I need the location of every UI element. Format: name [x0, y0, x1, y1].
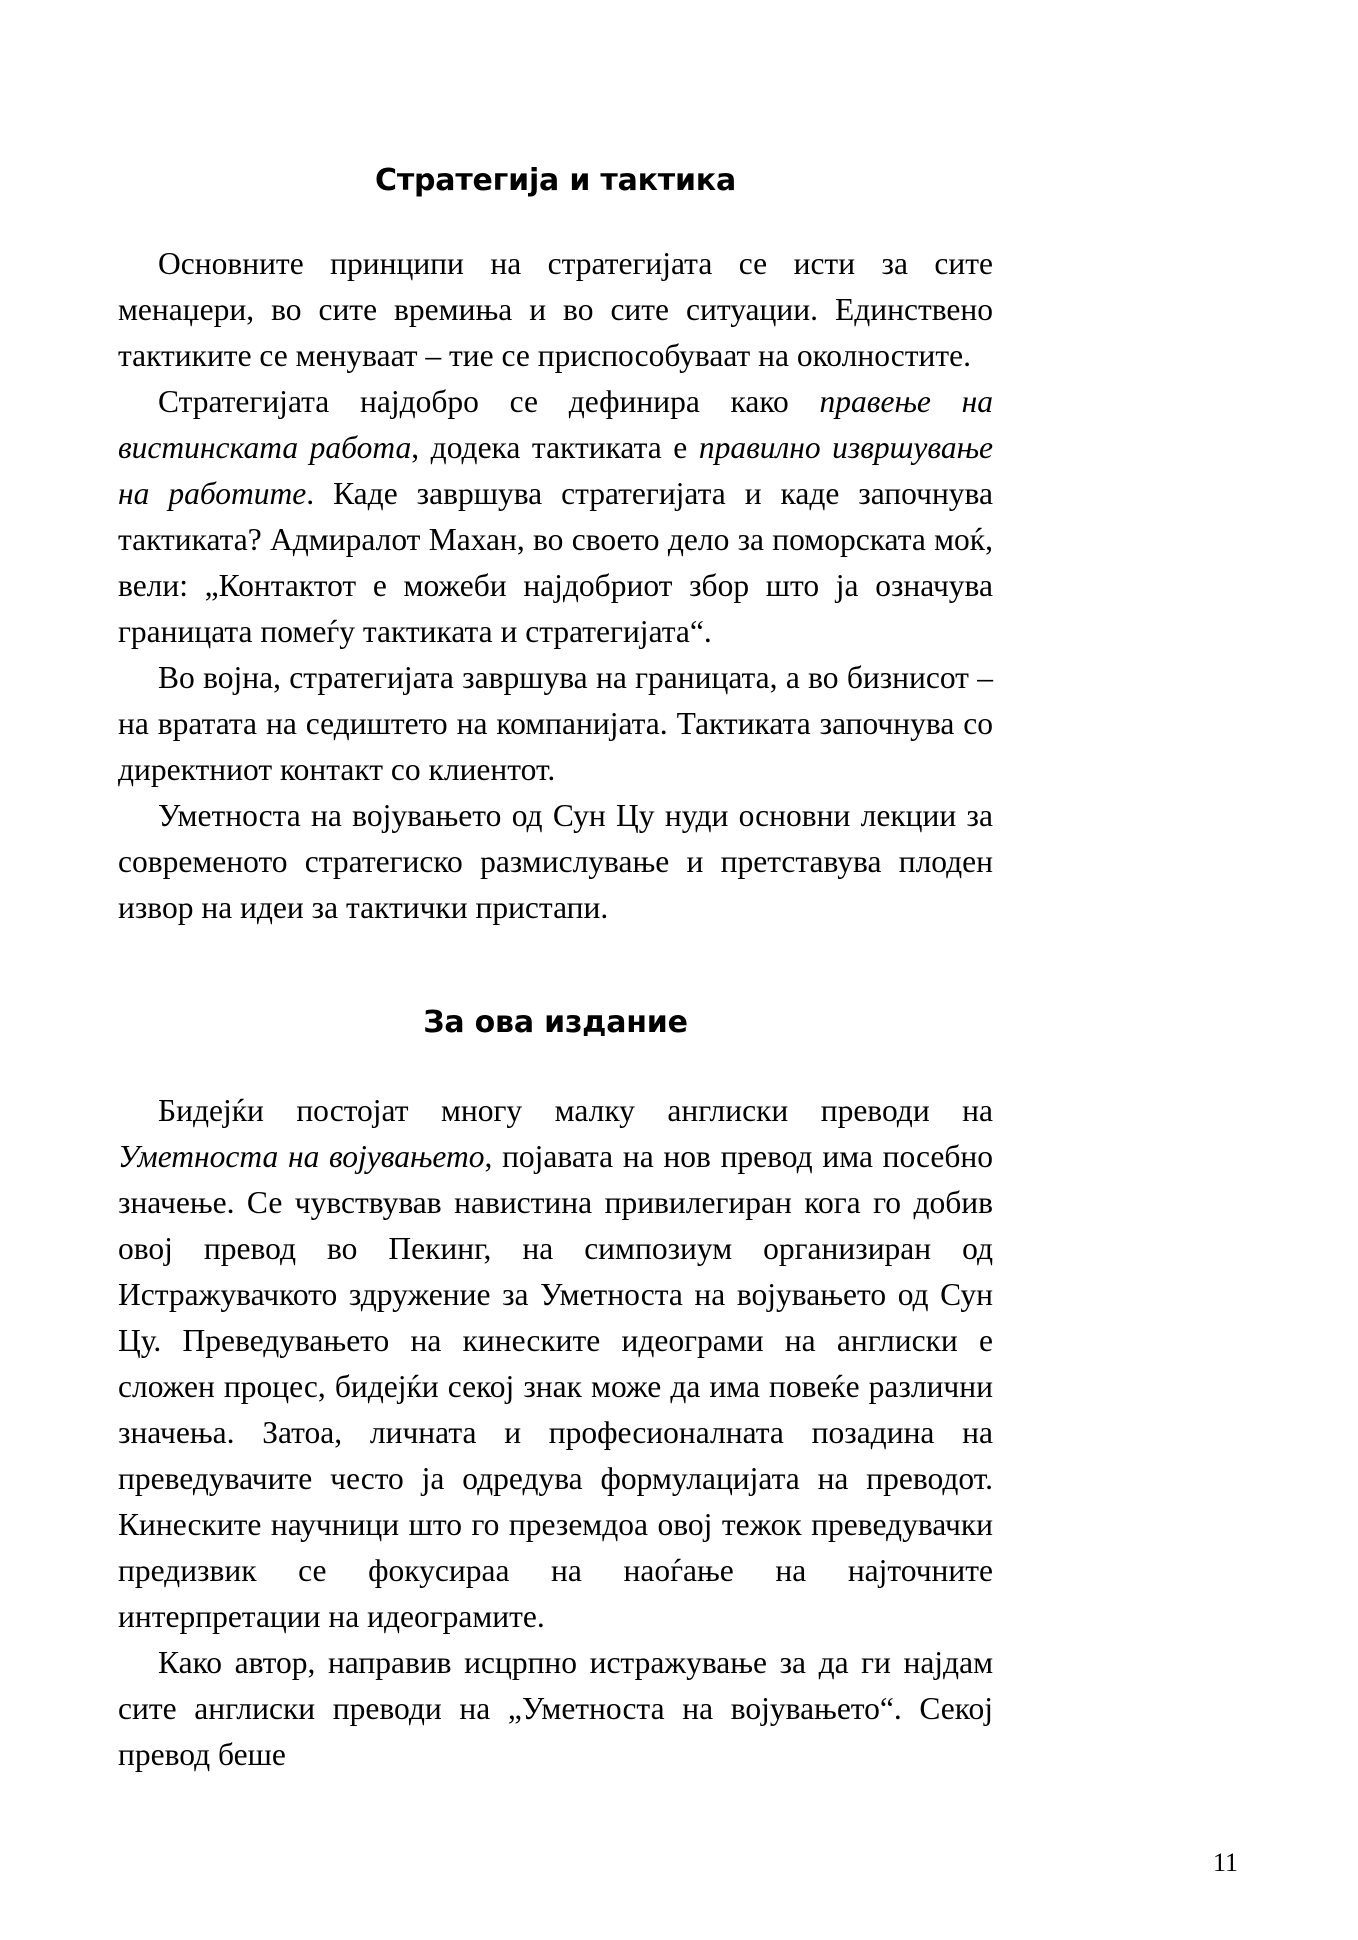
text-run: . Каде завршува стратегијата и каде започнува тактиката? Адмиралот Махан, во своето дело за поморската моќ, вели: „Контактот е можеби најдобриот збор што ја означува границата помеѓу тактиката и стратегијата“. — [118, 476, 993, 649]
paragraph — [118, 793, 993, 931]
text-run: Во војна, стратегијата завршува на границата, а во бизнисот – на вратата на седиштето на компанијата. Тактиката започнува со директниот контакт со клиентот. — [118, 660, 993, 787]
section-body-edition — [118, 1088, 993, 1778]
section-heading-edition: За ова издание — [423, 1005, 688, 1040]
text-run-italic: Уметноста на војувањето — [118, 1139, 485, 1174]
text-run: Уметноста на војувањето од Сун Цу нуди основни лекции за современото стратегиско размислување и претставува плоден извор на идеи за тактички пристапи. — [118, 798, 993, 925]
text-run-italic: правилно извршување на работите — [118, 430, 994, 511]
text-run: , појавата на нов превод има посебно значење. Се чувствував навистина привилегиран кога го добив овој превод во Пекинг, на симпозиум организиран од Истражувачкото здружение за Уметноста на војувањето од Сун Цу. Преведувањето на кинеските идеограми на англиски е сложен процес, бидејќи секој знак може да има повеќе различни значења. Затоа, личната и професионалната позадина на преведувачите често ја одредува формулацијата на преводот. Кинеските научници што го преземдоа овој тежок преведувачки предизвик се фокусираа на наоѓање на најточните интерпретации на идеограмите. — [118, 1139, 993, 1634]
section-heading-strategy: Стратегија и тактика — [375, 163, 736, 198]
text-run: Стратегијата најдобро се дефинира како — [158, 384, 820, 419]
paragraph — [118, 241, 993, 379]
text-run: Бидејќи постојат многу малку англиски преводи на — [158, 1093, 993, 1128]
paragraph — [118, 1088, 993, 1640]
paragraph — [118, 655, 993, 793]
text-run: Основните принципи на стратегијата се исти за сите менаџери, во сите времиња и во сите ситуации. Единствено тактиките се менуваат – тие се приспособуваат на околностите. — [118, 246, 993, 373]
text-run: Како автор, направив исцрпно истражување за да ги најдам сите англиски преводи на „Уметноста на војувањето“. Секој превод беше — [118, 1645, 993, 1772]
paragraph — [118, 1640, 993, 1778]
page-number: 11 — [1212, 1848, 1238, 1877]
text-run: , додека тактиката е — [411, 430, 699, 465]
text-run-italic: правење на вистинската работа — [118, 384, 993, 465]
section-body-strategy — [118, 241, 993, 931]
page-content — [118, 0, 993, 1778]
paragraph — [118, 379, 993, 655]
